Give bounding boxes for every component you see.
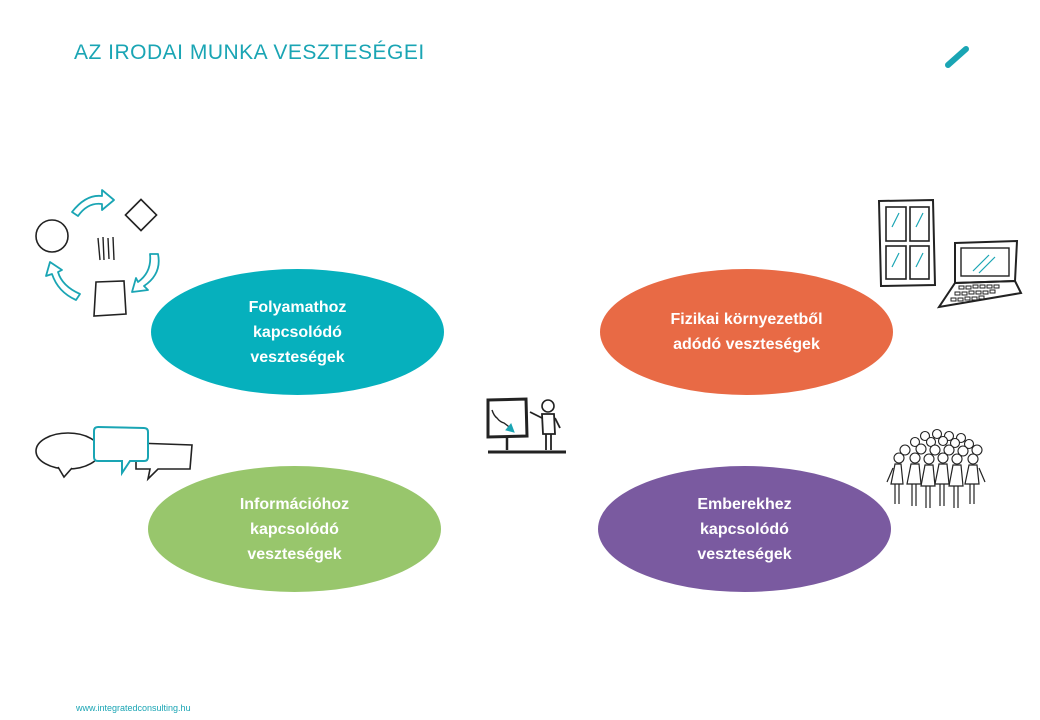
presenter-board-icon xyxy=(484,396,570,458)
slide-title: AZ IRODAI MUNKA VESZTESÉGEI xyxy=(74,41,425,64)
category-physical-ellipse xyxy=(600,269,893,395)
crowd-icon xyxy=(885,428,995,513)
category-process-label: Folyamathoz kapcsolódó veszteségek xyxy=(248,298,347,366)
category-info-label: Információhoz kapcsolódó veszteségek xyxy=(239,495,350,563)
brand-slash-icon xyxy=(942,44,972,70)
category-physical-label: Fizikai környezetből adódó veszteségek xyxy=(670,311,823,353)
footer-website-url: www.integratedconsulting.hu xyxy=(76,703,191,713)
category-info-ellipse xyxy=(148,466,441,592)
speech-bubbles-icon xyxy=(34,425,199,490)
category-people-label: Emberekhez kapcsolódó veszteségek xyxy=(697,495,792,563)
category-process-ellipse xyxy=(151,269,444,395)
window-laptop-icon xyxy=(875,197,1025,312)
category-people-ellipse xyxy=(598,466,891,592)
process-cycle-icon xyxy=(30,182,170,327)
